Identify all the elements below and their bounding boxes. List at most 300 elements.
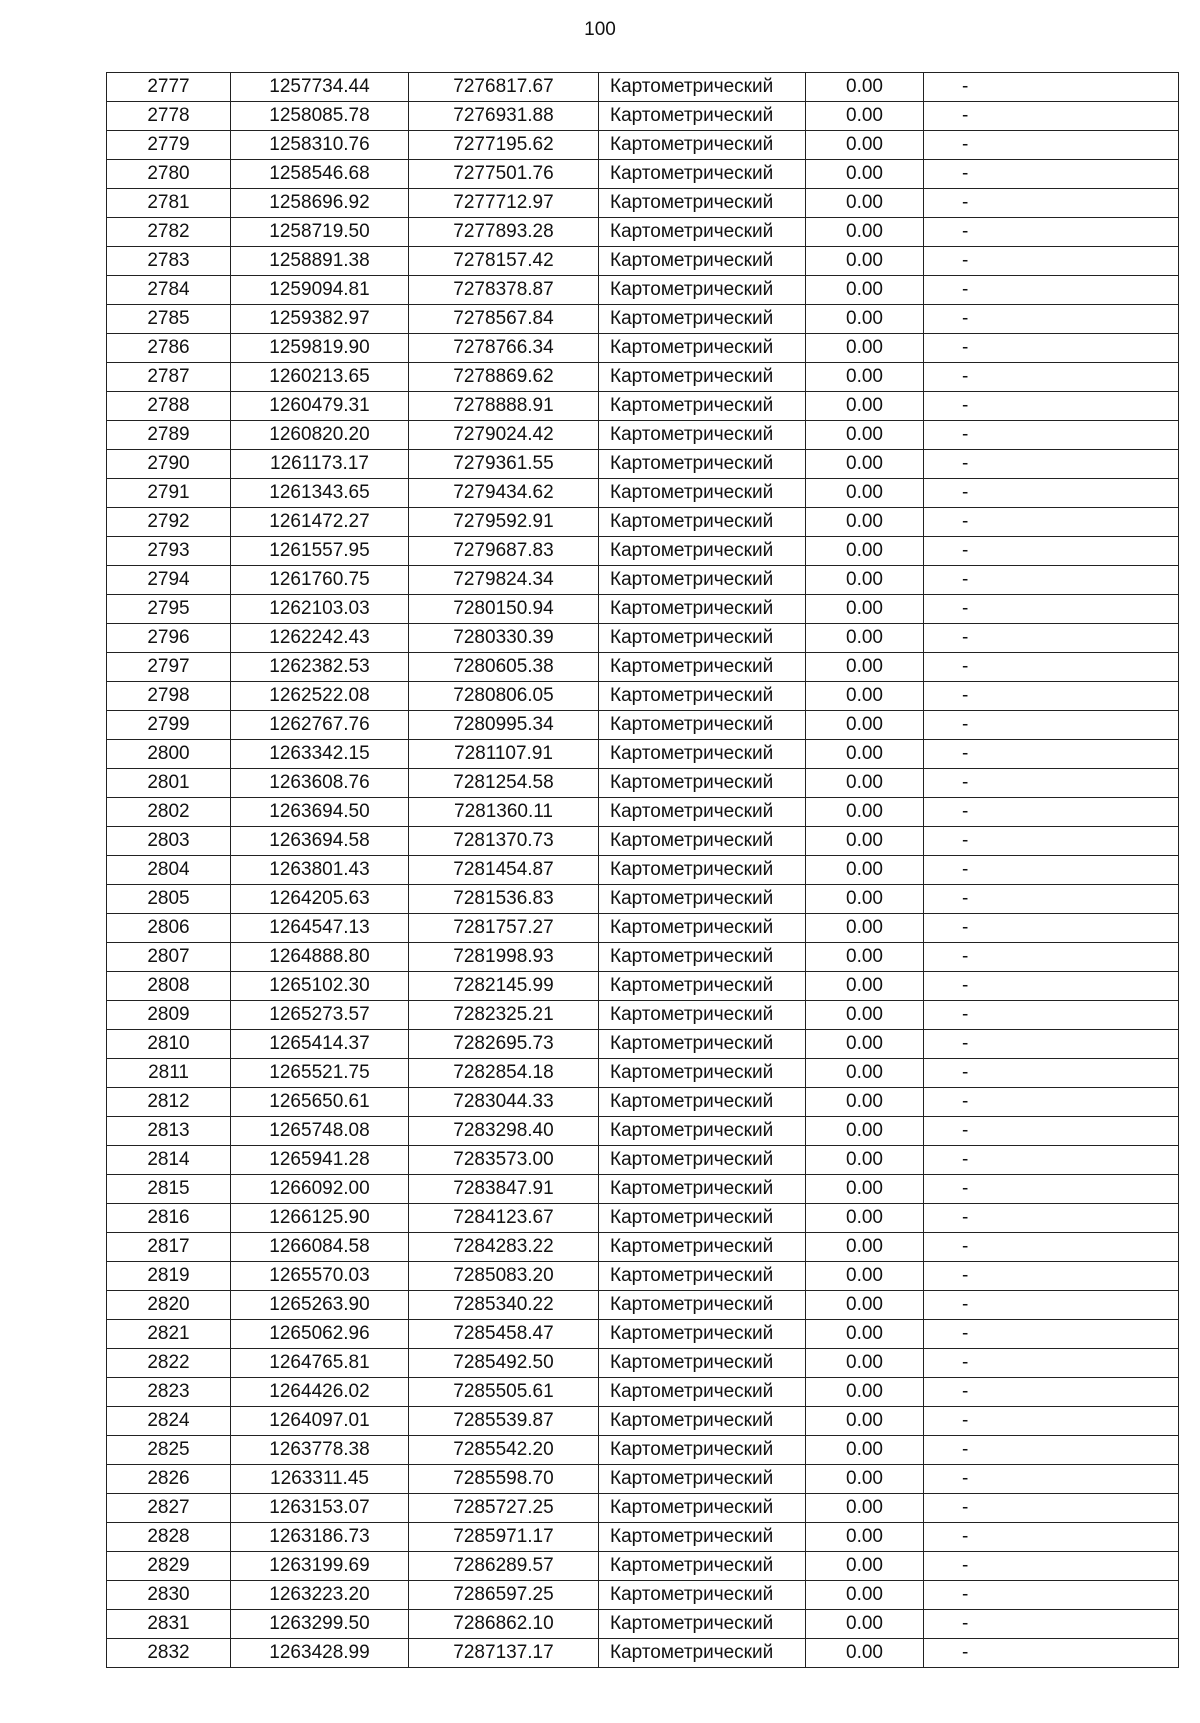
y-coordinate-cell: 7283573.00 [409,1146,599,1175]
table-row [107,914,1179,943]
accuracy-cell: 0.00 [806,856,924,885]
table-row [107,1030,1179,1059]
x-coordinate-cell: 1264097.01 [231,1407,409,1436]
table-row [107,624,1179,653]
table-row [107,943,1179,972]
table-row [107,479,1179,508]
accuracy-cell: 0.00 [806,479,924,508]
y-coordinate-cell: 7285727.25 [409,1494,599,1523]
accuracy-cell: 0.00 [806,160,924,189]
x-coordinate-cell: 1264205.63 [231,885,409,914]
method-cell: Картометрический [599,1581,806,1610]
accuracy-cell: 0.00 [806,450,924,479]
y-coordinate-cell: 7286289.57 [409,1552,599,1581]
point-number-cell: 2784 [107,276,231,305]
accuracy-cell: 0.00 [806,73,924,102]
method-cell: Картометрический [599,1349,806,1378]
x-coordinate-cell: 1261557.95 [231,537,409,566]
x-coordinate-cell: 1259094.81 [231,276,409,305]
point-number-cell: 2787 [107,363,231,392]
description-cell: - [924,450,1179,479]
description-cell: - [924,334,1179,363]
table-row [107,450,1179,479]
accuracy-cell: 0.00 [806,1523,924,1552]
accuracy-cell: 0.00 [806,1465,924,1494]
y-coordinate-cell: 7277195.62 [409,131,599,160]
y-coordinate-cell: 7279824.34 [409,566,599,595]
y-coordinate-cell: 7280330.39 [409,624,599,653]
description-cell: - [924,1349,1179,1378]
point-number-cell: 2826 [107,1465,231,1494]
accuracy-cell: 0.00 [806,1407,924,1436]
method-cell: Картометрический [599,914,806,943]
table-row [107,856,1179,885]
point-number-cell: 2798 [107,682,231,711]
x-coordinate-cell: 1263153.07 [231,1494,409,1523]
y-coordinate-cell: 7285539.87 [409,1407,599,1436]
y-coordinate-cell: 7281998.93 [409,943,599,972]
point-number-cell: 2789 [107,421,231,450]
description-cell: - [924,885,1179,914]
point-number-cell: 2811 [107,1059,231,1088]
accuracy-cell: 0.00 [806,769,924,798]
y-coordinate-cell: 7282695.73 [409,1030,599,1059]
accuracy-cell: 0.00 [806,1146,924,1175]
description-cell: - [924,1465,1179,1494]
accuracy-cell: 0.00 [806,1088,924,1117]
description-cell: - [924,1552,1179,1581]
x-coordinate-cell: 1262103.03 [231,595,409,624]
method-cell: Картометрический [599,1494,806,1523]
x-coordinate-cell: 1265263.90 [231,1291,409,1320]
y-coordinate-cell: 7280605.38 [409,653,599,682]
table-row [107,1291,1179,1320]
description-cell: - [924,1407,1179,1436]
method-cell: Картометрический [599,218,806,247]
table-row [107,885,1179,914]
point-number-cell: 2783 [107,247,231,276]
table-row [107,334,1179,363]
accuracy-cell: 0.00 [806,363,924,392]
method-cell: Картометрический [599,247,806,276]
y-coordinate-cell: 7285458.47 [409,1320,599,1349]
table-row [107,1001,1179,1030]
y-coordinate-cell: 7282325.21 [409,1001,599,1030]
point-number-cell: 2785 [107,305,231,334]
y-coordinate-cell: 7286862.10 [409,1610,599,1639]
table-row [107,595,1179,624]
description-cell: - [924,856,1179,885]
table-row [107,421,1179,450]
method-cell: Картометрический [599,1320,806,1349]
table-row [107,276,1179,305]
y-coordinate-cell: 7278888.91 [409,392,599,421]
y-coordinate-cell: 7283847.91 [409,1175,599,1204]
y-coordinate-cell: 7278766.34 [409,334,599,363]
method-cell: Картометрический [599,102,806,131]
point-number-cell: 2782 [107,218,231,247]
point-number-cell: 2819 [107,1262,231,1291]
y-coordinate-cell: 7281454.87 [409,856,599,885]
method-cell: Картометрический [599,1262,806,1291]
y-coordinate-cell: 7280806.05 [409,682,599,711]
description-cell: - [924,276,1179,305]
x-coordinate-cell: 1258891.38 [231,247,409,276]
table-row [107,1465,1179,1494]
x-coordinate-cell: 1265273.57 [231,1001,409,1030]
coordinates-table [106,72,1179,1668]
method-cell: Картометрический [599,885,806,914]
point-number-cell: 2797 [107,653,231,682]
accuracy-cell: 0.00 [806,1494,924,1523]
x-coordinate-cell: 1259819.90 [231,334,409,363]
x-coordinate-cell: 1263694.50 [231,798,409,827]
table-row [107,1262,1179,1291]
accuracy-cell: 0.00 [806,1117,924,1146]
description-cell: - [924,1117,1179,1146]
description-cell: - [924,1581,1179,1610]
method-cell: Картометрический [599,1639,806,1668]
accuracy-cell: 0.00 [806,218,924,247]
table-row [107,1349,1179,1378]
description-cell: - [924,1233,1179,1262]
x-coordinate-cell: 1264765.81 [231,1349,409,1378]
description-cell: - [924,1378,1179,1407]
x-coordinate-cell: 1261343.65 [231,479,409,508]
accuracy-cell: 0.00 [806,1552,924,1581]
accuracy-cell: 0.00 [806,392,924,421]
y-coordinate-cell: 7285971.17 [409,1523,599,1552]
point-number-cell: 2812 [107,1088,231,1117]
method-cell: Картометрический [599,450,806,479]
point-number-cell: 2823 [107,1378,231,1407]
method-cell: Картометрический [599,392,806,421]
accuracy-cell: 0.00 [806,1030,924,1059]
accuracy-cell: 0.00 [806,1175,924,1204]
method-cell: Картометрический [599,334,806,363]
y-coordinate-cell: 7285492.50 [409,1349,599,1378]
table-row [107,1320,1179,1349]
method-cell: Картометрический [599,131,806,160]
table-row [107,1552,1179,1581]
x-coordinate-cell: 1263299.50 [231,1610,409,1639]
table-row [107,1146,1179,1175]
y-coordinate-cell: 7284123.67 [409,1204,599,1233]
x-coordinate-cell: 1262767.76 [231,711,409,740]
y-coordinate-cell: 7286597.25 [409,1581,599,1610]
method-cell: Картометрический [599,479,806,508]
x-coordinate-cell: 1263199.69 [231,1552,409,1581]
x-coordinate-cell: 1264547.13 [231,914,409,943]
method-cell: Картометрический [599,711,806,740]
x-coordinate-cell: 1262242.43 [231,624,409,653]
table-row [107,102,1179,131]
method-cell: Картометрический [599,1059,806,1088]
table-row [107,798,1179,827]
accuracy-cell: 0.00 [806,1320,924,1349]
table-row [107,1233,1179,1262]
accuracy-cell: 0.00 [806,827,924,856]
accuracy-cell: 0.00 [806,798,924,827]
table-row [107,1581,1179,1610]
x-coordinate-cell: 1263186.73 [231,1523,409,1552]
method-cell: Картометрический [599,798,806,827]
y-coordinate-cell: 7279361.55 [409,450,599,479]
accuracy-cell: 0.00 [806,131,924,160]
y-coordinate-cell: 7277712.97 [409,189,599,218]
x-coordinate-cell: 1258696.92 [231,189,409,218]
table-row [107,682,1179,711]
description-cell: - [924,1436,1179,1465]
description-cell: - [924,798,1179,827]
y-coordinate-cell: 7278378.87 [409,276,599,305]
x-coordinate-cell: 1265748.08 [231,1117,409,1146]
description-cell: - [924,1088,1179,1117]
method-cell: Картометрический [599,363,806,392]
method-cell: Картометрический [599,856,806,885]
method-cell: Картометрический [599,421,806,450]
point-number-cell: 2790 [107,450,231,479]
table-row [107,305,1179,334]
method-cell: Картометрический [599,1088,806,1117]
accuracy-cell: 0.00 [806,566,924,595]
description-cell: - [924,1291,1179,1320]
description-cell: - [924,392,1179,421]
y-coordinate-cell: 7282145.99 [409,972,599,1001]
accuracy-cell: 0.00 [806,1581,924,1610]
x-coordinate-cell: 1261472.27 [231,508,409,537]
x-coordinate-cell: 1261173.17 [231,450,409,479]
table-row [107,740,1179,769]
point-number-cell: 2805 [107,885,231,914]
point-number-cell: 2814 [107,1146,231,1175]
y-coordinate-cell: 7281107.91 [409,740,599,769]
y-coordinate-cell: 7285340.22 [409,1291,599,1320]
point-number-cell: 2804 [107,856,231,885]
x-coordinate-cell: 1258310.76 [231,131,409,160]
method-cell: Картометрический [599,1291,806,1320]
accuracy-cell: 0.00 [806,1349,924,1378]
description-cell: - [924,943,1179,972]
table-row [107,972,1179,1001]
table-row [107,131,1179,160]
x-coordinate-cell: 1263778.38 [231,1436,409,1465]
point-number-cell: 2825 [107,1436,231,1465]
table-row [107,1494,1179,1523]
point-number-cell: 2810 [107,1030,231,1059]
accuracy-cell: 0.00 [806,1001,924,1030]
point-number-cell: 2813 [107,1117,231,1146]
method-cell: Картометрический [599,1175,806,1204]
method-cell: Картометрический [599,1465,806,1494]
point-number-cell: 2779 [107,131,231,160]
method-cell: Картометрический [599,740,806,769]
description-cell: - [924,1059,1179,1088]
y-coordinate-cell: 7280995.34 [409,711,599,740]
x-coordinate-cell: 1258085.78 [231,102,409,131]
method-cell: Картометрический [599,276,806,305]
point-number-cell: 2832 [107,1639,231,1668]
accuracy-cell: 0.00 [806,740,924,769]
method-cell: Картометрический [599,1610,806,1639]
table-row [107,1436,1179,1465]
accuracy-cell: 0.00 [806,595,924,624]
point-number-cell: 2802 [107,798,231,827]
y-coordinate-cell: 7278567.84 [409,305,599,334]
description-cell: - [924,595,1179,624]
x-coordinate-cell: 1263223.20 [231,1581,409,1610]
description-cell: - [924,914,1179,943]
method-cell: Картометрический [599,566,806,595]
accuracy-cell: 0.00 [806,943,924,972]
point-number-cell: 2777 [107,73,231,102]
accuracy-cell: 0.00 [806,1204,924,1233]
method-cell: Картометрический [599,189,806,218]
y-coordinate-cell: 7281757.27 [409,914,599,943]
point-number-cell: 2827 [107,1494,231,1523]
description-cell: - [924,624,1179,653]
accuracy-cell: 0.00 [806,1639,924,1668]
y-coordinate-cell: 7285505.61 [409,1378,599,1407]
method-cell: Картометрический [599,769,806,798]
y-coordinate-cell: 7276817.67 [409,73,599,102]
method-cell: Картометрический [599,1233,806,1262]
y-coordinate-cell: 7285083.20 [409,1262,599,1291]
description-cell: - [924,1001,1179,1030]
method-cell: Картометрический [599,160,806,189]
y-coordinate-cell: 7283298.40 [409,1117,599,1146]
description-cell: - [924,711,1179,740]
accuracy-cell: 0.00 [806,102,924,131]
point-number-cell: 2816 [107,1204,231,1233]
table-row [107,1523,1179,1552]
method-cell: Картометрический [599,1436,806,1465]
accuracy-cell: 0.00 [806,334,924,363]
y-coordinate-cell: 7277893.28 [409,218,599,247]
description-cell: - [924,218,1179,247]
y-coordinate-cell: 7279592.91 [409,508,599,537]
description-cell: - [924,682,1179,711]
table-row [107,392,1179,421]
x-coordinate-cell: 1265650.61 [231,1088,409,1117]
y-coordinate-cell: 7281360.11 [409,798,599,827]
description-cell: - [924,1146,1179,1175]
table-row [107,827,1179,856]
point-number-cell: 2801 [107,769,231,798]
point-number-cell: 2778 [107,102,231,131]
description-cell: - [924,102,1179,131]
point-number-cell: 2803 [107,827,231,856]
method-cell: Картометрический [599,682,806,711]
method-cell: Картометрический [599,1407,806,1436]
y-coordinate-cell: 7285598.70 [409,1465,599,1494]
method-cell: Картометрический [599,1001,806,1030]
point-number-cell: 2829 [107,1552,231,1581]
table-row [107,1204,1179,1233]
point-number-cell: 2799 [107,711,231,740]
x-coordinate-cell: 1260479.31 [231,392,409,421]
description-cell: - [924,421,1179,450]
y-coordinate-cell: 7283044.33 [409,1088,599,1117]
method-cell: Картометрический [599,1146,806,1175]
x-coordinate-cell: 1263608.76 [231,769,409,798]
method-cell: Картометрический [599,305,806,334]
table-row [107,218,1179,247]
method-cell: Картометрический [599,943,806,972]
y-coordinate-cell: 7284283.22 [409,1233,599,1262]
accuracy-cell: 0.00 [806,682,924,711]
x-coordinate-cell: 1265521.75 [231,1059,409,1088]
accuracy-cell: 0.00 [806,1436,924,1465]
x-coordinate-cell: 1265941.28 [231,1146,409,1175]
point-number-cell: 2780 [107,160,231,189]
description-cell: - [924,827,1179,856]
x-coordinate-cell: 1266092.00 [231,1175,409,1204]
table-row [107,363,1179,392]
x-coordinate-cell: 1258719.50 [231,218,409,247]
method-cell: Картометрический [599,1204,806,1233]
point-number-cell: 2786 [107,334,231,363]
description-cell: - [924,131,1179,160]
description-cell: - [924,189,1179,218]
x-coordinate-cell: 1261760.75 [231,566,409,595]
accuracy-cell: 0.00 [806,653,924,682]
table-row [107,1378,1179,1407]
point-number-cell: 2822 [107,1349,231,1378]
accuracy-cell: 0.00 [806,1262,924,1291]
table-row [107,1639,1179,1668]
accuracy-cell: 0.00 [806,247,924,276]
x-coordinate-cell: 1265062.96 [231,1320,409,1349]
method-cell: Картометрический [599,1523,806,1552]
table-row [107,1059,1179,1088]
x-coordinate-cell: 1259382.97 [231,305,409,334]
method-cell: Картометрический [599,73,806,102]
table-row [107,566,1179,595]
description-cell: - [924,653,1179,682]
method-cell: Картометрический [599,827,806,856]
description-cell: - [924,305,1179,334]
accuracy-cell: 0.00 [806,421,924,450]
table-row [107,711,1179,740]
point-number-cell: 2791 [107,479,231,508]
x-coordinate-cell: 1257734.44 [231,73,409,102]
x-coordinate-cell: 1264426.02 [231,1378,409,1407]
method-cell: Картометрический [599,1378,806,1407]
y-coordinate-cell: 7287137.17 [409,1639,599,1668]
method-cell: Картометрический [599,1030,806,1059]
point-number-cell: 2830 [107,1581,231,1610]
accuracy-cell: 0.00 [806,1291,924,1320]
table-row [107,1088,1179,1117]
x-coordinate-cell: 1263342.15 [231,740,409,769]
accuracy-cell: 0.00 [806,711,924,740]
description-cell: - [924,1494,1179,1523]
table-row [107,73,1179,102]
description-cell: - [924,1262,1179,1291]
description-cell: - [924,73,1179,102]
y-coordinate-cell: 7276931.88 [409,102,599,131]
table-row [107,189,1179,218]
description-cell: - [924,1204,1179,1233]
x-coordinate-cell: 1265414.37 [231,1030,409,1059]
x-coordinate-cell: 1258546.68 [231,160,409,189]
description-cell: - [924,508,1179,537]
y-coordinate-cell: 7280150.94 [409,595,599,624]
y-coordinate-cell: 7279434.62 [409,479,599,508]
table-row [107,1175,1179,1204]
x-coordinate-cell: 1260213.65 [231,363,409,392]
